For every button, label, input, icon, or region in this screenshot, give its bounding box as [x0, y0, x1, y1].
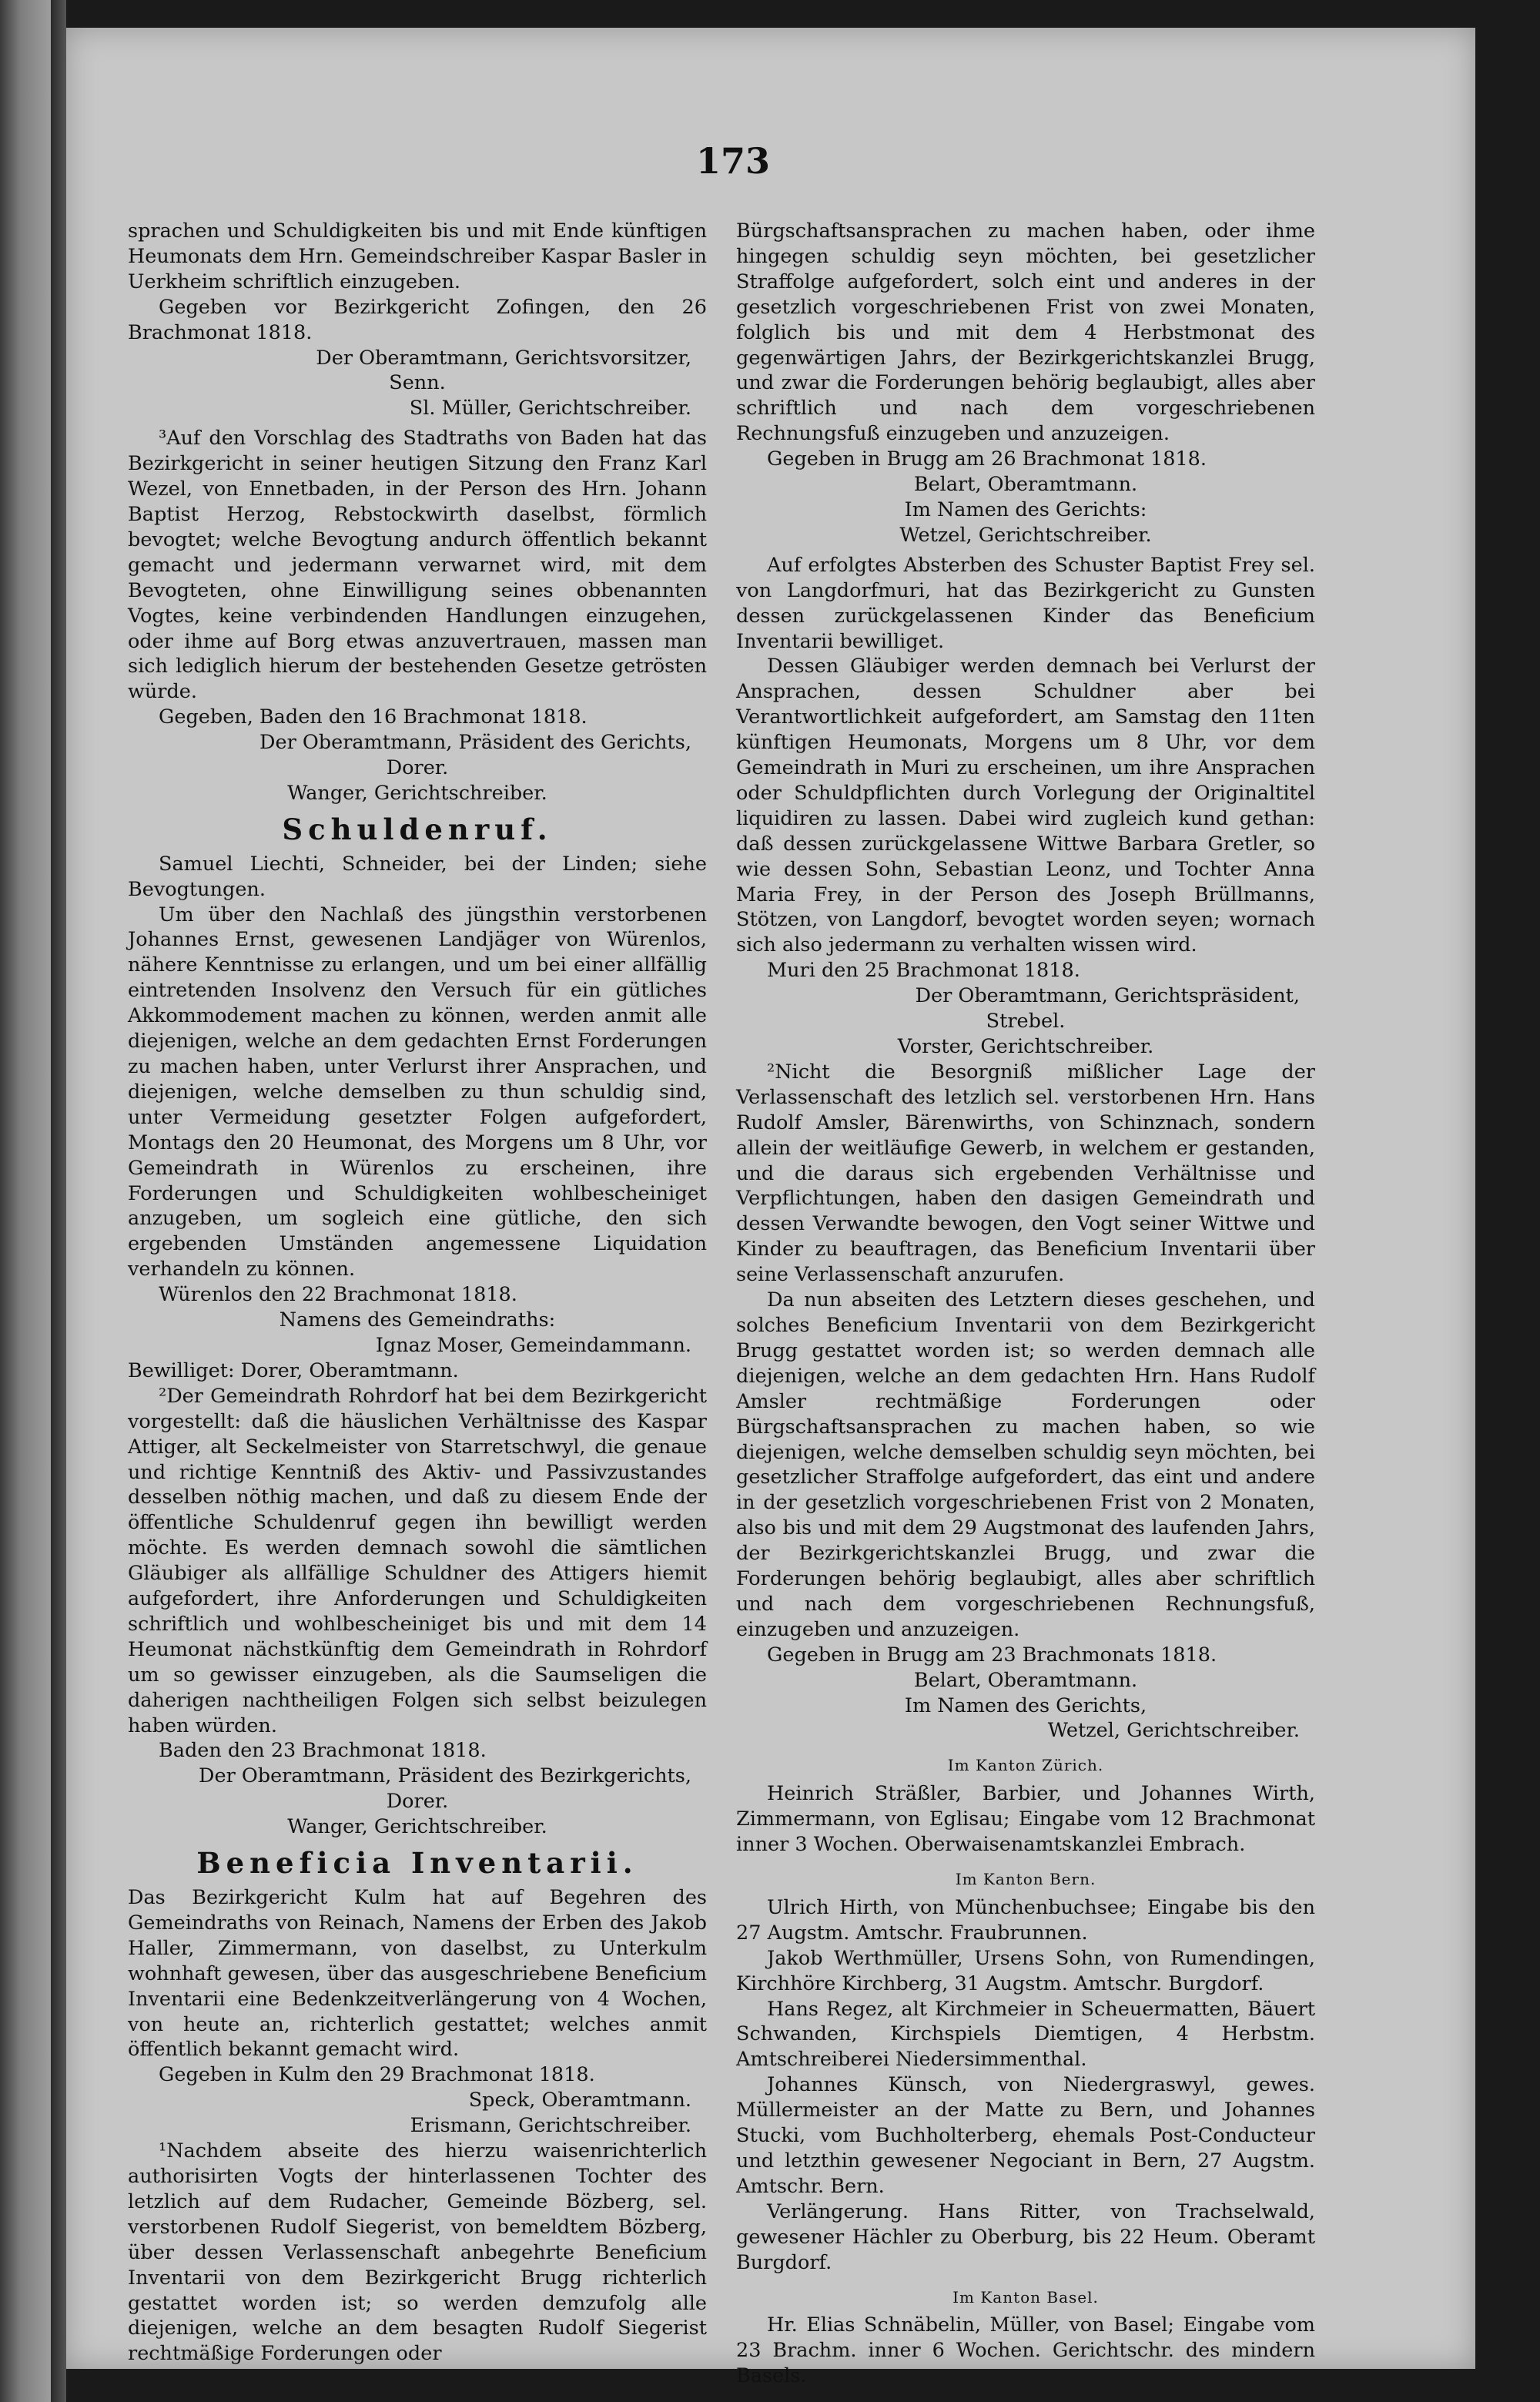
notice-amsler: ²Nicht die Besorgniß mißlicher Lage der Verlassenschaft des letzlich sel. verstorbenen Hrn. Hans Rudolf Amsler, Bärenwirths, von Schinznach, sondern allein der weitläufige Gewerb, in welchem er gestanden, und die daraus sich ergebenden Verhältnisse und Verpflichtungen, haben den dasigen Gemeindrath und dessen Verwandte bewogen, den Vogt seiner Wittwe und Kinder zu beauftragen, das Beneficium Inventarii über seine Verlassenschaft anzurufen.: [736, 1060, 1315, 1287]
signature-clerk: Erismann, Gerichtschreiber.: [410, 2114, 691, 2138]
signature-name: Dorer.: [386, 756, 449, 780]
newspaper-page: [66, 28, 1475, 2388]
signature-clerk: Sl. Müller, Gerichtschreiber.: [409, 397, 691, 420]
notice-date: Baden den 23 Brachmonat 1818.: [159, 1739, 487, 1763]
signature-line: Belart, Oberamtmann.: [913, 473, 1138, 497]
signature-name: Senn.: [389, 371, 446, 395]
list-item: Ulrich Hirth, von Münchenbuchsee; Eingabe bis den 27 Augstm. Amtschr. Fraubrunnen.: [736, 1895, 1315, 1945]
signature-approval: Bewilliget: Dorer, Oberamtmann.: [128, 1358, 459, 1382]
page-number: 173: [695, 140, 771, 182]
canton-heading-bern: Im Kanton Bern.: [955, 1870, 1096, 1888]
signature-name: Im Namen des Gerichts,: [904, 1693, 1147, 1717]
notice-bevogtung-baden: ³Auf den Vorschlag des Stadtraths von Baden hat das Bezirkgericht in seiner heutigen Sitzung den Franz Karl Wezel, von Ennetbaden, in der Person des Hrn. Johann Baptist Herzog, Rebstockwirth daselbst, förmlich bevogtet; welche Bevogtung andurch öffentlich bekannt gemacht und jedermann verwarnet wird, mit dem Bevogteten, ohne Einwilligung seines obbenannten Vogtes, keine verbindenden Handlungen einzugehen, oder ihme auf Borg etwas anzuvertrauen, massen man sich lediglich hierum der bestehenden Gesetze getrösten würde.: [128, 427, 707, 704]
notice-siegerist: ¹Nachdem abseite des hierzu waisenrichterlich authorisirten Vogts der hinterlassenen Tochter des letzlich auf dem Rudacher, Gemeinde Bözberg, sel. verstorbenen Rudolf Siegerist, von bemeldtem Bözberg, über dessen Verlassenschaft anbegehrte Beneficium Inventarii von dem Bezirkgericht Brugg richterlich gestattet worden ist; so werden demzufolg alle diejenigen, welche an dem besagten Rudolf Siegerist rechtmäßige Forderungen oder: [128, 2139, 707, 2366]
book-gutter: [51, 0, 66, 2402]
signature-line: Der Oberamtmann, Gerichtsvorsitzer,: [316, 346, 691, 370]
signature-line: Der Oberamtmann, Gerichtspräsident,: [915, 984, 1300, 1008]
signature-name: Dorer.: [386, 1790, 449, 1814]
list-item: Johannes Künsch, von Niedergraswyl, gewes. Müllermeister an der Matte zu Bern, und Johannes Stucki, vom Buchholterberg, ehemals Post-Conducteur und letzthin gewesener Negociant in Bern, 27 Augstm. Amtschr. Bern.: [736, 2073, 1315, 2198]
notice-date: Muri den 25 Brachmonat 1818.: [767, 959, 1080, 983]
notice-date: Gegeben, Baden den 16 Brachmonat 1818.: [159, 705, 588, 729]
signature-line: Der Oberamtmann, Präsident des Bezirkgerichts,: [199, 1764, 691, 1788]
notice-date: Gegeben in Brugg am 23 Brachmonats 1818.: [767, 1643, 1217, 1667]
list-item: Verlängerung. Hans Ritter, von Trachselwald, gewesener Hächler zu Oberburg, bis 22 Heum. Oberamt Burgdorf.: [736, 2199, 1315, 2274]
list-item: Hans Regez, alt Kirchmeier in Scheuermatten, Bäuert Schwanden, Kirchspiels Diemtigen, 4 Herbstm. Amtschreiberei Niedersimmenthal.: [736, 1997, 1315, 2072]
notice-liechti: Samuel Liechti, Schneider, bei der Linden; siehe Bevogtungen.: [128, 852, 707, 901]
notice-ernst: Um über den Nachlaß des jüngsthin verstorbenen Johannes Ernst, gewesenen Landjäger von Würenlos, nähere Kenntnisse zu erlangen, und um bei einer allfällig eintretenden Insolvenz den Versuch für ein gütliches Akkommodement machen zu können, werden anmit alle diejenigen, welche an dem gedachten Ernst Forderungen zu machen haben, unter Verlurst ihrer Ansprachen, und diejenigen, welche demselben zu thun schuldig sind, unter Vermeidung gesetzter Folgen aufgefordert, Montags den 20 Heumonat, des Morgens um 8 Uhr, vor Gemeindrath in Würenlos zu erscheinen, ihre Forderungen und Schuldigkeiten wohlbescheiniget anzugeben, um sogleich eine gütliche, den sich ergebenden Umständen angemessene Liquidation verhandeln zu können.: [128, 903, 707, 1281]
notice-amsler-creditors: Da nun abseiten des Letztern dieses geschehen, und solches Beneficium Inventarii von dem Bezirkgericht Brugg gestattet worden ist; so werden demnach alle diejenigen, welche an dem gedachten Hrn. Hans Rudolf Amsler rechtmäßige Forderungen oder Bürgschaftsansprachen zu machen haben, so wie diejenigen, welche demselben schuldig seyn möchten, bei gesetzlicher Straffolge aufgefordert, das eint und andere in der gesetzlich vorgeschriebenen Frist von 2 Monaten, also bis und mit dem 29 Augstmonat des laufenden Jahrs, der Bezirkgerichtskanzlei Brugg, und zwar die Forderungen behörig beglaubigt, alles aber schriftlich und nach dem vorgeschriebenen Rechnungsfuß, einzugeben und anzuzeigen.: [736, 1288, 1315, 1641]
signature-line: Der Oberamtmann, Präsident des Gerichts,: [259, 731, 691, 755]
signature-clerk: Wetzel, Gerichtschreiber.: [899, 523, 1152, 547]
notice-date: Gegeben in Brugg am 26 Brachmonat 1818.: [767, 447, 1207, 471]
section-heading-beneficia: Beneficia Inventarii.: [196, 1846, 638, 1881]
right-column: [736, 219, 1315, 2389]
notice-frey-creditors: Dessen Gläubiger werden demnach bei Verlurst der Ansprachen, dessen Schuldner aber bei Verantwortlichkeit aufgefordert, am Samstag den 11ten künftigen Heumonats, Morgens um 8 Uhr, vor dem Gemeindrath in Muri zu erscheinen, um ihre Ansprachen oder Schuldpflichten durch Vorlegung der Originaltitel liquidiren zu lassen. Dabei wird zugleich kund gethan: daß dessen zurückgelassene Wittwe Barbara Gretler, so wie dessen Sohn, Sebastian Leonz, und Tochter Anna Maria Frey, in der Person des Joseph Brüllmanns, Stötzen, von Langdorf, bevogtet worden seyen; wornach sich also jedermann zu verhalten wissen wird.: [736, 655, 1315, 957]
section-heading-schuldenruf: Schuldenruf.: [282, 812, 553, 846]
signature-clerk: Vorster, Gerichtschreiber.: [897, 1035, 1154, 1058]
signature-line: Namens des Gemeindraths:: [279, 1308, 556, 1332]
notice-date: Gegeben in Kulm den 29 Brachmonat 1818.: [159, 2063, 595, 2087]
signature-clerk: Wanger, Gerichtschreiber.: [287, 781, 547, 805]
signature-name: Strebel.: [986, 1010, 1066, 1033]
signature-line: Speck, Oberamtmann.: [468, 2089, 691, 2112]
notice-rohrdorf: ²Der Gemeindrath Rohrdorf hat bei dem Bezirkgericht vorgestellt: daß die häuslichen Verhältnisse des Kaspar Attiger, alt Seckelmeister von Starretschwyl, die genaue und richtige Kenntniß des Aktiv- und Passivzustandes desselben nöthig machen, und daß zu diesem Ende der öffentliche Schuldenruf gegen ihn bewilligt werden möchte. Es werden demnach sowohl die sämtlichen Gläubiger als allfällige Schuldner des Attigers hiemit aufgefordert, ihre Anforderungen und Schuldigkeiten schriftlich und wohlbescheiniget bis und mit dem 14 Heumonat nächstkünftig dem Gemeindrath in Rohrdorf um so gewisser einzugeben, als die Saumseligen die daherigen nachtheiligen Folgen sich selbst beizulegen haben würden.: [128, 1384, 707, 1737]
left-column: [128, 219, 707, 2367]
signature-line: Belart, Oberamtmann.: [913, 1668, 1138, 1692]
notice-continuation: sprachen und Schuldigkeiten bis und mit Ende künftigen Heumonats dem Hrn. Gemeindschreiber Kaspar Basler in Uerkheim schriftlich einzugeben.: [128, 219, 707, 293]
notice-kulm: Das Bezirkgericht Kulm hat auf Begehren des Gemeindraths von Reinach, Namens der Erben des Jakob Haller, Zimmermann, von daselbst, zu Unterkulm wohnhaft gewesen, über das ausgeschriebene Beneficium Inventarii eine Bedenkzeitverlängerung von 4 Wochen, von heute an, richterlich gestattet; welches anmit öffentlich bekannt gemacht wird.: [128, 1886, 707, 2062]
canton-heading-basel: Im Kanton Basel.: [952, 2287, 1099, 2307]
list-item: Jakob Werthmüller, Ursens Sohn, von Rumendingen, Kirchhöre Kirchberg, 31 Augstm. Amtschr. Burgdorf.: [736, 1946, 1315, 1995]
signature-name: Im Namen des Gerichts:: [904, 497, 1147, 521]
notice-date: Würenlos den 22 Brachmonat 1818.: [159, 1283, 517, 1307]
notice-frey: Auf erfolgtes Absterben des Schuster Baptist Frey sel. von Langdorfmuri, hat das Bezirkgericht zu Gunsten dessen zurückgelassenen Kinder das Beneficium Inventarii bewilliget.: [736, 553, 1315, 653]
signature-clerk: Wetzel, Gerichtschreiber.: [1047, 1719, 1300, 1743]
list-item: Hr. Elias Schnäbelin, Müller, von Basel; Eingabe vom 23 Brachm. inner 6 Wochen. Gerichtschr. des mindern Basels.: [736, 2313, 1315, 2388]
list-item: Heinrich Sträßler, Barbier, und Johannes Wirth, Zimmermann, von Eglisau; Eingabe vom 12 Brachmonat inner 3 Wochen. Oberwaisenamtskanzlei Embrach.: [736, 1782, 1315, 1857]
signature-name: Ignaz Moser, Gemeindammann.: [375, 1333, 691, 1357]
notice-date: Gegeben vor Bezirkgericht Zofingen, den 26 Brachmonat 1818.: [128, 295, 707, 344]
notice-continuation: Bürgschaftsansprachen zu machen haben, oder ihme hingegen schuldig seyn möchten, bei gesetzlicher Straffolge aufgefordert, solch eint und anderes in der gesetzlich vorgeschriebenen Frist von zwei Monaten, folglich bis und mit dem 4 Herbstmonat des gegenwärtigen Jahrs, der Bezirkgerichtskanzlei Brugg, und zwar die Forderungen behörig beglaubigt, alles aber schriftlich und nach dem vorgeschriebenen Rechnungsfuß einzugeben und anzuzeigen.: [736, 219, 1315, 446]
signature-clerk: Wanger, Gerichtschreiber.: [287, 1815, 547, 1839]
facing-page-edge: [0, 0, 51, 2402]
canton-heading-zurich: Im Kanton Zürich.: [947, 1756, 1104, 1775]
